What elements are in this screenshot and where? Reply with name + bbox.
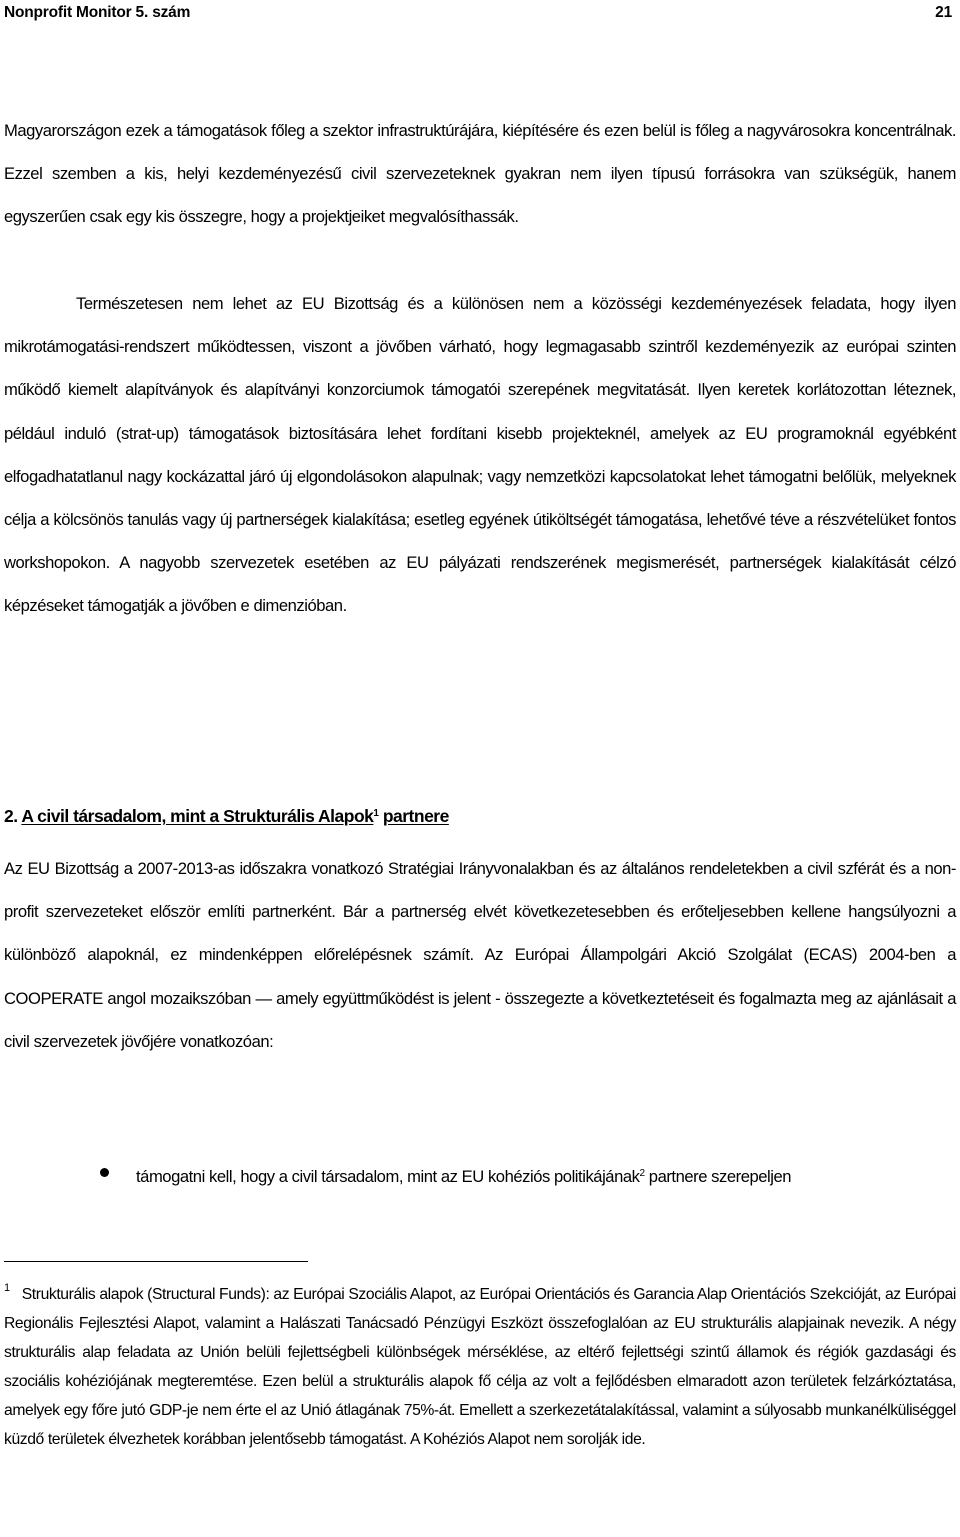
section-heading xyxy=(4,806,449,827)
section-title: A civil társadalom, mint a Strukturális Alapok xyxy=(21,806,374,826)
body-paragraph: Magyarországon ezek a támogatások főleg a szektor infrastruktúrájára, kiépítésére és ezen belül is főleg a nagyvárosokra koncentrálnak. Ezzel szemben a kis, helyi kezdeményezésű civil szervezeteknek gyakran nem ilyen típusú forrásokra van szükségük, hanem egyszerűen csak egy kis összegre, hogy a projektjeiket megvalósíthassák. xyxy=(4,121,956,227)
body-paragraph: Természetesen nem lehet az EU Bizottság és a különösen nem a közösségi kezdeményezések feladata, hogy ilyen mikrotámogatási-rendszert működtessen, viszont a jövőben várható, hogy legmagasabb szintről kezdeményezik az európai szinten működő kiemelt alapítványok és alapítványi konzorciumok támogatói szerepének megvitatását. Ilyen keretek korlátozottan léteznek, például induló (strat-up) támogatások biztosítására lehet fordítani kisebb projekteknél, amelyek az EU programoknál egyébként elfogadhatatlanul nagy kockázattal járó új elgondolásokon alapulnak; vagy nemzetközi kapcsolatokat lehet támogatni belőlük, melyeknek célja a kölcsönös tanulás vagy új partnerségek kialakítása; esetleg egyének útiköltségét támogatása, lehetővé téve a részvételüket fontos workshopokon. A nagyobb szervezetek esetében az EU pályázati rendszerének megismerését, partnerségek kialakítását célzó képzéseket támogatják a jövőben e dimenzióban. xyxy=(4,294,956,616)
page-number: 21 xyxy=(935,4,952,21)
section-number: 2. xyxy=(4,806,18,826)
body-paragraph: Az EU Bizottság a 2007-2013-as időszakra vonatkozó Stratégiai Irányvonalakban és az általános rendeletekben a civil szférát és a non-profit szervezeteket először említi partnerként. Bár a partnerség elvét következetesebben és erőteljesebben kellene hangsúlyozni a különböző alapoknál, ez mindenképpen előrelépésnek számít. Az Európai Állampolgári Akció Szolgálat (ECAS) 2004-ben a COOPERATE angol mozaikszóban ― amely együttműködést is jelent - összegezte a következtetéseit és fogalmazta meg az ajánlásait a civil szervezetek jövőjére vonatkozóan: xyxy=(4,859,956,1051)
publication-title: Nonprofit Monitor 5. szám xyxy=(4,4,191,21)
bullet-icon xyxy=(100,1168,109,1177)
footnote-reference[interactable]: 2 xyxy=(639,1168,645,1179)
bullet-text-end: partnere szerepeljen xyxy=(644,1167,792,1186)
running-header xyxy=(4,4,952,24)
footnote xyxy=(4,1274,956,1455)
footnote-text: Strukturális alapok (Structural Funds): az Európai Szociális Alapot, az Európai Orientációs és Garancia Alap Orientációs Szekcióját, az Európai Regionális Fejlesztési Alapot, valamint a Halászati Tanácsadó Pénzügyi Eszközt összefoglalóan az EU strukturális alapjainak nevezik. A négy strukturális alap feladata az Unión belüli fejlettségbeli különbségek mérséklése, az eltérő fejlettségi szintű államok és régiók gazdasági és szociális kohéziójának megteremtése. Ezen belül a strukturális alapok fő célja az volt a fejlődésben elmaradott azon területek felzárkóztatása, amelyek egy főre jutó GDP-je nem érte el az Unió átlagának 75%-át. Emellett a szerkezetátalakítással, valamint a súlyosabb munkanélküliséggel küzdő területek élvezhetek korábban jelentősebb támogatást. A Kohéziós Alapot nem sorolják ide. xyxy=(4,1286,956,1449)
bullet-text xyxy=(136,1152,936,1198)
footnote-mark: 1 xyxy=(4,1282,10,1294)
bullet-text-start: támogatni kell, hogy a civil társadalom, mint az EU kohéziós politikájának xyxy=(136,1167,640,1186)
section-title-end: partnere xyxy=(382,806,449,826)
footnote-reference[interactable]: 1 xyxy=(373,808,379,819)
footnote-separator xyxy=(4,1261,308,1262)
